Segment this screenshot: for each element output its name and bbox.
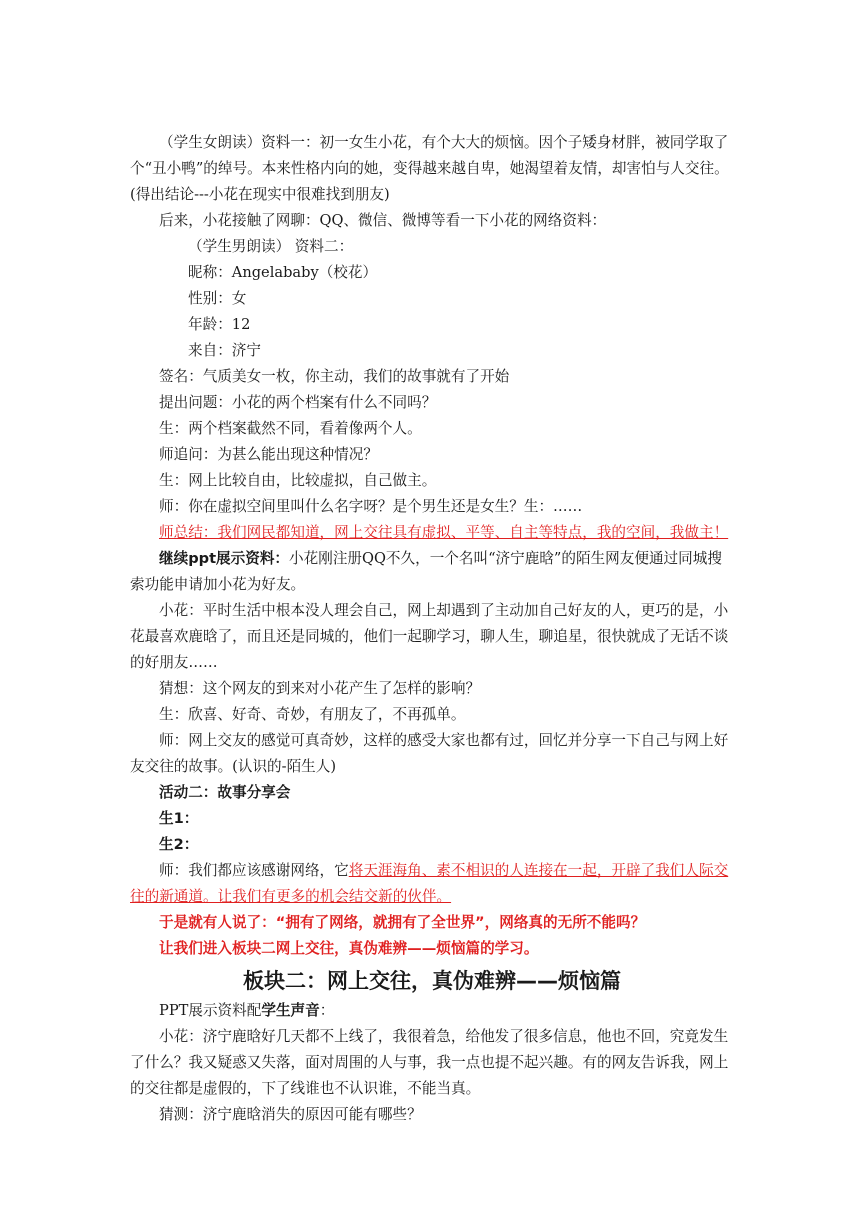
paragraph-enter-section: 让我们进入板块二网上交往，真伪难辨——烦恼篇的学习。 [159, 940, 539, 957]
student-one: 生1： [159, 810, 199, 827]
paragraph-guess-reason: 猜测：济宁鹿晗消失的原因可能有哪些？ [159, 1106, 422, 1123]
paragraph-guess: 猜想：这个网友的到来对小花产生了怎样的影响？ [159, 680, 481, 697]
paragraph-network-question: 于是就有人说了：“拥有了网络，就拥有了全世界”，网络真的无所不能吗？ [159, 914, 646, 931]
paragraph-student-answer: 生：两个档案截然不同，看着像两个人。 [159, 420, 422, 437]
paragraph-material-two: （学生男朗读） 资料二： [188, 238, 354, 255]
profile-age: 年龄：12 [188, 316, 251, 333]
paragraph-ppt-voice [130, 998, 734, 1024]
paragraph-teacher-summary: 师总结：我们网民都知道，网上交往具有虚拟、平等、自主等特点，我的空间，我做主！ [159, 524, 729, 541]
paragraph-teacher-followup: 师追问：为甚么能出现这种情况？ [159, 446, 378, 463]
ppt-voice-bold: 学生声音 [261, 1002, 320, 1019]
paragraph-question: 提出问题：小花的两个档案有什么不同吗？ [159, 394, 437, 411]
profile-signature: 签名：气质美女一枚，你主动，我们的故事就有了开始 [159, 368, 510, 385]
paragraph-thank-network [130, 858, 734, 910]
ppt-voice-prefix: PPT展示资料配 [159, 1002, 262, 1019]
section-heading: 板块二：网上交往，真伪难辨——烦恼篇 [243, 969, 621, 993]
paragraph-teacher-share: 师：网上交友的感觉可真奇妙，这样的感受大家也都有过，回忆并分享一下自己与网上好友交往的故事。(认识的-陌生人) [130, 732, 729, 775]
activity-two-title: 活动二：故事分享会 [159, 784, 291, 801]
paragraph-student-reply: 生：网上比较自由，比较虚拟，自己做主。 [159, 472, 437, 489]
profile-gender: 性别：女 [188, 290, 247, 307]
ppt-label: 继续ppt展示资料： [159, 550, 290, 567]
student-two: 生2： [159, 836, 199, 853]
paragraph-xiaohua-worry: 小花：济宁鹿晗好几天都不上线了，我很着急，给他发了很多信息，他也不回，究竟发生了什么？我又疑惑又失落，面对周围的人与事，我一点也提不起兴趣。有的网友告诉我，网上的交往都是虚假的，下了线谁也不认识谁，不能当真。 [130, 1028, 729, 1097]
thank-prefix: 师：我们都应该感谢网络，它 [159, 862, 349, 879]
paragraph-student-feeling: 生：欣喜、好奇、奇妙，有朋友了，不再孤单。 [159, 706, 466, 723]
document-body [130, 130, 734, 1128]
thank-highlight: 将天涯海角、素不相识的人连接在一起，开辟了我们人际交往的新通道。让我们有更多的机会结交新的伙伴。 [130, 862, 729, 905]
ppt-text: 小花刚注册QQ不久，一个名叫“济宁鹿晗”的陌生网友便通过同城搜索功能申请加小花为好友。 [130, 550, 722, 593]
paragraph-material-one: （学生女朗读）资料一：初一女生小花，有个大大的烦恼。因个子矮身材胖，被同学取了个“丑小鸭”的绰号。本来性格内向的她，变得越来越自卑，她渴望着友情，却害怕与人交往。(得出结论---小花在现实中很难找到朋友) [130, 134, 729, 203]
ppt-voice-suffix: ： [319, 1002, 335, 1019]
paragraph-xiaohua-story: 小花：平时生活中根本没人理会自己，网上却遇到了主动加自己好友的人，更巧的是，小花最喜欢鹿晗了，而且还是同城的，他们一起聊学习，聊人生，聊追星，很快就成了无话不谈的好朋友…… [130, 602, 729, 671]
paragraph-teacher-ask-name: 师：你在虚拟空间里叫什么名字呀？是个男生还是女生？生：…… [159, 498, 583, 515]
profile-location: 来自：济宁 [188, 342, 261, 359]
paragraph-ppt-material [130, 546, 734, 598]
profile-nickname: 昵称：Angelababy（校花） [188, 264, 378, 281]
paragraph-online-chat: 后来，小花接触了网聊：QQ、微信、微博等看一下小花的网络资料： [159, 212, 607, 229]
